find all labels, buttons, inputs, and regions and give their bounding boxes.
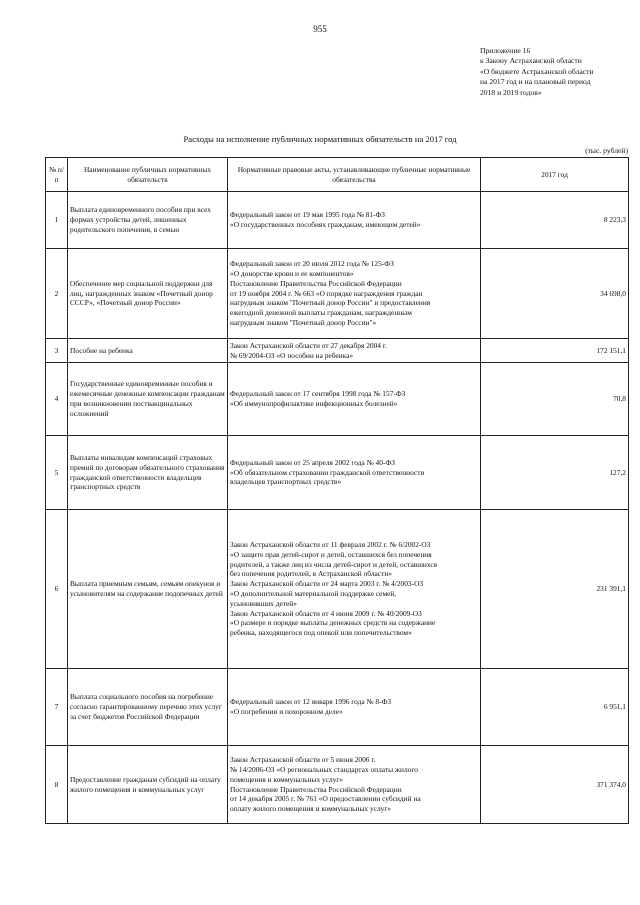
legal-act-line: Федеральный закон от 20 июля 2012 года № 125-ФЗ: [230, 259, 394, 269]
obligation-name: Выплаты инвалидам компенсаций страховых премий по договорам обязательного страхования гражданской ответственности владельцев транспортных средств: [68, 436, 228, 510]
legal-acts: [228, 746, 481, 824]
table-row: [46, 192, 629, 249]
legal-act-line: «О защите прав детей-сирот и детей, оставшихся без попечения: [230, 549, 432, 559]
legal-acts: [228, 363, 481, 436]
obligation-name: Государственные единовременные пособия и ежемесячные денежные компенсации гражданам при возникновении поствакцинальных осложнений: [68, 363, 228, 436]
obligation-name: Обеспечение мер социальной поддержки для лиц, награжденных знаком «Почетный донор СССР», «Почетный донор России»: [68, 249, 228, 339]
amount-2017: 70,8: [481, 363, 629, 436]
legal-act-line: Федеральный закон от 25 апреля 2002 года № 40-ФЗ: [230, 457, 395, 467]
legal-act-line: Постановление Правительства Российской Федерации: [230, 278, 402, 288]
legal-act-line: без попечения родителей, в Астраханской области»: [230, 569, 392, 579]
row-number: 7: [46, 669, 68, 746]
legal-act-line: Федеральный закон от 19 мая 1995 года № 81-ФЗ: [230, 210, 386, 220]
legal-act-line: ребенка, находящегося под опекой или попечительством»: [230, 628, 412, 638]
amount-2017: 8 223,3: [481, 192, 629, 249]
table-body: [46, 192, 629, 824]
row-number: 4: [46, 363, 68, 436]
legal-act-line: нагрудным знаком "Почетный донор России"»: [230, 317, 377, 327]
row-number: 2: [46, 249, 68, 339]
legal-acts: [228, 436, 481, 510]
obligation-name: Выплата единовременного пособия при всех формах устройства детей, лишенных родительского попечения, в семью: [68, 192, 228, 249]
legal-act-line: ежегодной денежной выплаты гражданам, награжденным: [230, 308, 412, 318]
legal-act-line: «О размере и порядке выплаты денежных средств на содержание: [230, 618, 436, 628]
legal-act-line: Федеральный закон от 12 января 1996 года № 8-ФЗ: [230, 697, 392, 707]
header-name: Наименование публичных нормативных обязательств: [68, 158, 228, 192]
appendix-line: Приложение 16: [480, 46, 531, 55]
legal-acts: [228, 669, 481, 746]
document-title: Расходы на исполнение публичных нормативных обязательств на 2017 год: [183, 134, 457, 144]
header-acts: Нормативные правовые акты, устанавливающие публичные нормативные обязательства: [228, 158, 481, 192]
legal-acts: [228, 510, 481, 669]
appendix-line: 2018 и 2019 годов»: [480, 87, 542, 97]
legal-act-line: Федеральный закон от 17 сентября 1998 года № 157-ФЗ: [230, 389, 406, 399]
amount-2017: 371 374,0: [481, 746, 629, 824]
row-number: 8: [46, 746, 68, 824]
legal-act-line: нагрудным знаком "Почетный донор России" и предоставления: [230, 298, 431, 308]
table-row: [46, 363, 629, 436]
table-row: [46, 436, 629, 510]
row-number: 1: [46, 192, 68, 249]
unit-note: (тыс. рублей): [585, 146, 628, 155]
legal-act-line: Закон Астраханской области от 27 декабря 2004 г.: [230, 340, 387, 350]
legal-act-line: «О государственных пособиях гражданам, имеющим детей»: [230, 220, 421, 229]
legal-acts: [228, 192, 481, 249]
table-row: [46, 746, 629, 824]
row-number: 5: [46, 436, 68, 510]
legal-act-line: Закон Астраханской области от 11 февраля 2002 г. № 6/2002-ОЗ: [230, 540, 431, 550]
legal-act-line: Закон Астраханской области от 5 июня 2006 г.: [230, 755, 376, 765]
legal-act-line: Закон Астраханской области от 4 июня 2009 г. № 40/2009-ОЗ: [230, 608, 422, 618]
legal-act-line: «О донорстве крови и ее компонентов»: [230, 269, 354, 278]
legal-act-line: № 14/2006-ОЗ «О региональных стандартах оплаты жилого: [230, 764, 418, 774]
legal-act-line: «Об иммунопрофилактике инфекционных болезней»: [230, 399, 398, 408]
obligation-name: Выплата приемным семьям, семьям опекунов и усыновителям на содержание подопечных детей: [68, 510, 228, 669]
page-number: 955: [313, 24, 327, 34]
row-number: 3: [46, 339, 68, 363]
table-row: [46, 339, 629, 363]
amount-2017: 34 698,0: [481, 249, 629, 339]
legal-act-line: № 69/2004-ОЗ «О пособии на ребенка»: [230, 350, 354, 360]
obligation-name: Пособие на ребенка: [68, 339, 228, 363]
appendix-line: на 2017 год и на плановый период: [480, 77, 591, 87]
header-num: № п/п: [46, 158, 68, 192]
amount-2017: 127,2: [481, 436, 629, 510]
expenditures-table: [45, 157, 629, 824]
amount-2017: 172 151,1: [481, 339, 629, 363]
legal-act-line: помещения и коммунальных услуг»: [230, 774, 344, 784]
legal-act-line: оплату жилого помещения и коммунальных услуг»: [230, 804, 392, 814]
legal-act-line: «О погребении и похоронном деле»: [230, 707, 343, 716]
legal-acts: [228, 339, 481, 363]
legal-act-line: «О дополнительной материальной поддержке семей,: [230, 589, 397, 598]
appendix-line: к Закону Астраханской области: [480, 56, 582, 66]
table-row: [46, 510, 629, 669]
table-row: [46, 249, 629, 339]
legal-act-line: от 19 ноября 2004 г. № 663 «О порядке награждения граждан: [230, 288, 423, 298]
legal-act-line: владельцев транспортных средств»: [230, 477, 342, 487]
row-number: 6: [46, 510, 68, 669]
header-year: 2017 год: [481, 158, 629, 192]
amount-2017: 6 951,1: [481, 669, 629, 746]
amount-2017: 231 391,1: [481, 510, 629, 669]
legal-acts: [228, 249, 481, 339]
legal-act-line: «Об обязательном страховании гражданской ответственности: [230, 467, 425, 477]
legal-act-line: Закон Астраханской области от 24 марта 2003 г. № 4/2003-ОЗ: [230, 579, 424, 589]
legal-act-line: Постановление Правительства Российской Федерации: [230, 784, 402, 794]
appendix-line: «О бюджете Астраханской области: [480, 66, 594, 76]
table-row: [46, 669, 629, 746]
obligation-name: Выплата социального пособия на погребение согласно гарантированному перечню этих услуг за счет бюджетов Российской Федерации: [68, 669, 228, 746]
obligation-name: Предоставление гражданам субсидий на оплату жилого помещения и коммунальных услуг: [68, 746, 228, 824]
table-header: [46, 158, 629, 192]
legal-act-line: усыновивших детей»: [230, 598, 297, 608]
legal-act-line: от 14 декабря 2005 г. № 761 «О предоставлении субсидий на: [230, 794, 421, 804]
legal-act-line: родителей, а также лиц из числа детей-сирот и детей, оставшихся: [230, 559, 438, 569]
appendix-block: [480, 46, 635, 98]
